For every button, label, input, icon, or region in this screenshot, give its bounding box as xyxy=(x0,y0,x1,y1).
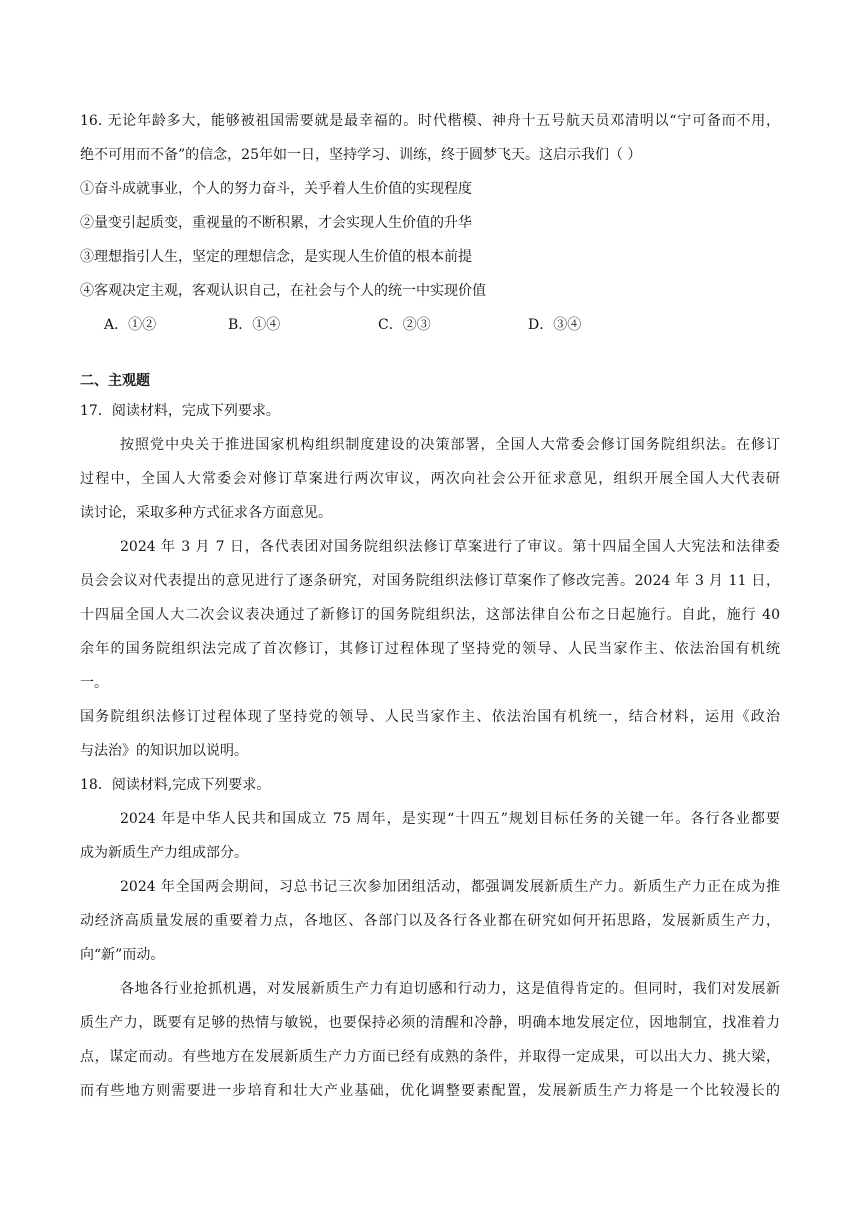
q17-para2-line-3: 十四届全国人大二次会议表决通过了新修订的国务院组织法，这部法律自公布之日起施行。自此，施行 40 xyxy=(80,607,780,623)
q17-para2-line-2: 员会会议对代表提出的意见进行了逐条研究，对国务院组织法修订草案作了修改完善。2024 年 3 月 11 日， xyxy=(80,573,780,589)
q16-statement-4: ④客观决定主观，客观认识自己，在社会与个人的统一中实现价值 xyxy=(80,283,486,299)
q17-para2-line-1: 2024 年 3 月 7 日，各代表团对国务院组织法修订草案进行了审议。第十四届全国人大宪法和法律委 xyxy=(120,539,780,555)
q16-stem-line-1: 16. 无论年龄多大，能够被祖国需要就是最幸福的。时代楷模、神舟十五号航天员邓清明以“宁可备而不用， xyxy=(80,113,780,129)
q16-statement-2: ②量变引起质变，重视量的不断积累，才会实现人生价值的升华 xyxy=(80,215,472,231)
option-b[interactable]: B．①④ xyxy=(228,317,281,333)
q16-statement-3: ③理想指引人生，坚定的理想信念，是实现人生价值的根本前提 xyxy=(80,249,472,265)
section-gap xyxy=(80,342,780,368)
q16-stem-line-2: 绝不可用而不备”的信念，25年如一日，坚持学习、训练，终于圆梦飞天。这启示我们（ ） xyxy=(80,147,642,163)
q18-para3-line-3: 点，谋定而动。有些地方在发展新质生产力方面已经有成熟的条件，并取得一定成果，可以出大力、挑大梁， xyxy=(80,1049,780,1065)
question-17 xyxy=(80,394,780,768)
q18-para3-line-1: 各地各行业抢抓机遇，对发展新质生产力有迫切感和行动力，这是值得肯定的。但同时，我们对发展新 xyxy=(120,981,780,997)
question-18 xyxy=(80,768,780,1108)
q18-para1-line-1: 2024 年是中华人民共和国成立 75 周年，是实现“十四五”规划目标任务的关键一年。各行各业都要 xyxy=(120,811,780,827)
option-d[interactable]: D．③④ xyxy=(528,317,582,333)
q17-para1-line-1: 按照党中央关于推进国家机构组织制度建设的决策部署，全国人大常委会修订国务院组织法。在修订 xyxy=(120,437,780,453)
q17-question-line-2: 与法治》的知识加以说明。 xyxy=(80,743,248,759)
exam-page xyxy=(80,104,780,1108)
q18-para2-line-3: 向“新”而动。 xyxy=(80,947,165,963)
q17-para1-line-3: 读讨论，采取多种方式征求各方面意见。 xyxy=(80,505,332,521)
q17-question-line-1: 国务院组织法修订过程体现了坚持党的领导、人民当家作主、依法治国有机统一，结合材料，运用《政治 xyxy=(80,709,780,725)
section-heading: 二、主观题 xyxy=(80,373,150,389)
q17-para2-line-4: 余年的国务院组织法完成了首次修订，其修订过程体现了坚持党的领导、人民当家作主、依法治国有机统 xyxy=(80,641,780,657)
q16-options xyxy=(80,308,780,342)
q17-para1-line-2: 过程中，全国人大常委会对修订草案进行两次审议，两次向社会公开征求意见，组织开展全国人大代表研 xyxy=(80,471,780,487)
q18-para3-line-4: 而有些地方则需要进一步培育和壮大产业基础，优化调整要素配置，发展新质生产力将是一个比较漫长的 xyxy=(80,1083,780,1099)
q18-title: 18．阅读材料,完成下列要求。 xyxy=(80,777,271,793)
q16-statement-1: ①奋斗成就事业，个人的努力奋斗，关乎着人生价值的实现程度 xyxy=(80,181,472,197)
q18-para3-line-2: 质生产力，既要有足够的热情与敏锐，也要保持必须的清醒和冷静，明确本地发展定位，因地制宜，找准着力 xyxy=(80,1015,780,1031)
q18-para1-line-2: 成为新质生产力组成部分。 xyxy=(80,845,248,861)
option-a[interactable]: A．①② xyxy=(104,317,157,333)
option-c[interactable]: C．②③ xyxy=(378,317,431,333)
q17-para2-line-5: 一。 xyxy=(80,675,108,691)
question-16 xyxy=(80,104,780,342)
q18-para2-line-2: 动经济高质量发展的重要着力点，各地区、各部门以及各行各业都在研究如何开拓思路，发展新质生产力， xyxy=(80,913,780,929)
q17-title: 17．阅读材料，完成下列要求。 xyxy=(80,403,280,419)
q18-para2-line-1: 2024 年全国两会期间，习总书记三次参加团组活动，都强调发展新质生产力。新质生产力正在成为推 xyxy=(120,879,780,895)
